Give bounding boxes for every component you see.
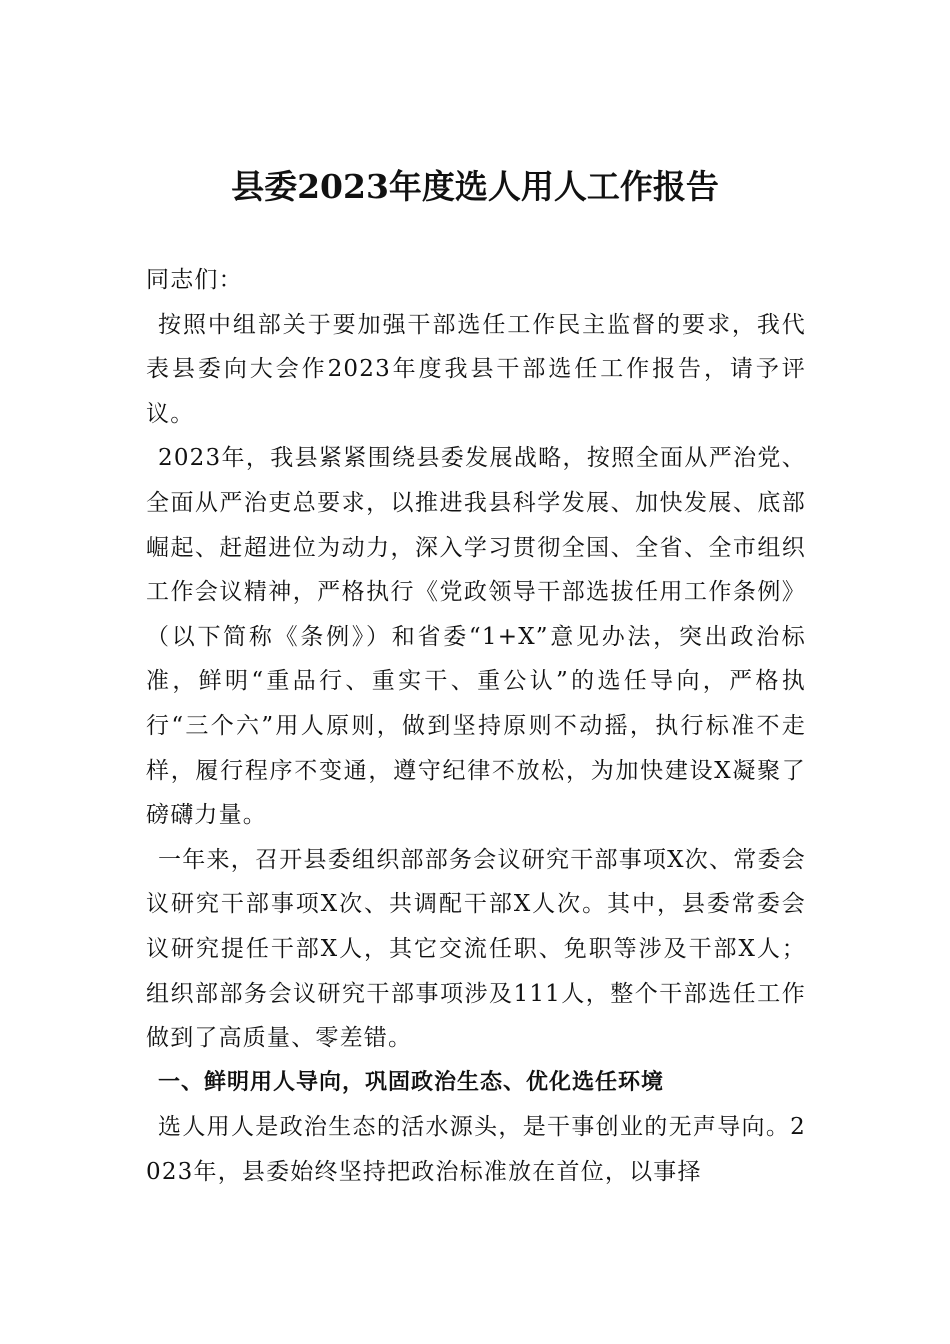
document-title: 县委2023年度选人用人工作报告	[231, 167, 719, 206]
paragraph-3: 一年来，召开县委组织部部务会议研究干部事项X次、常委会议研究干部事项X次、共调配干部X人次。其中，县委常委会议研究提任干部X人，其它交流任职、免职等涉及干部X人；组织部部务会议研究干部事项涉及111人，整个干部选任工作做到了高质量、零差错。	[146, 846, 806, 1052]
paragraph-1: 按照中组部关于要加强干部选任工作民主监督的要求，我代表县委向大会作2023年度我县干部选任工作报告，请予评议。	[146, 311, 806, 427]
section-paragraph: 选人用人是政治生态的活水源头，是干事创业的无声导向。2023年，县委始终坚持把政治标准放在首位，以事择	[146, 1114, 806, 1185]
section-heading: 一、鲜明用人导向，巩固政治生态、优化选任环境	[158, 1069, 665, 1095]
greeting: 同志们：	[146, 267, 243, 293]
paragraph-2: 2023年，我县紧紧围绕县委发展战略，按照全面从严治党、全面从严治吏总要求，以推进我县科学发展、加快发展、底部崛起、赶超进位为动力，深入学习贯彻全国、全省、全市组织工作会议精神，严格执行《党政领导干部选拔任用工作条例》（以下简称《条例》）和省委“1+X”意见办法，突出政治标准，鲜明“重品行、重实干、重公认”的选任导向，严格执行“三个六”用人原则，做到坚持原则不动摇，执行标准不走样，履行程序不变通，遵守纪律不放松，为加快建设X凝聚了磅礴力量。	[146, 445, 806, 829]
document-body	[146, 258, 806, 1194]
